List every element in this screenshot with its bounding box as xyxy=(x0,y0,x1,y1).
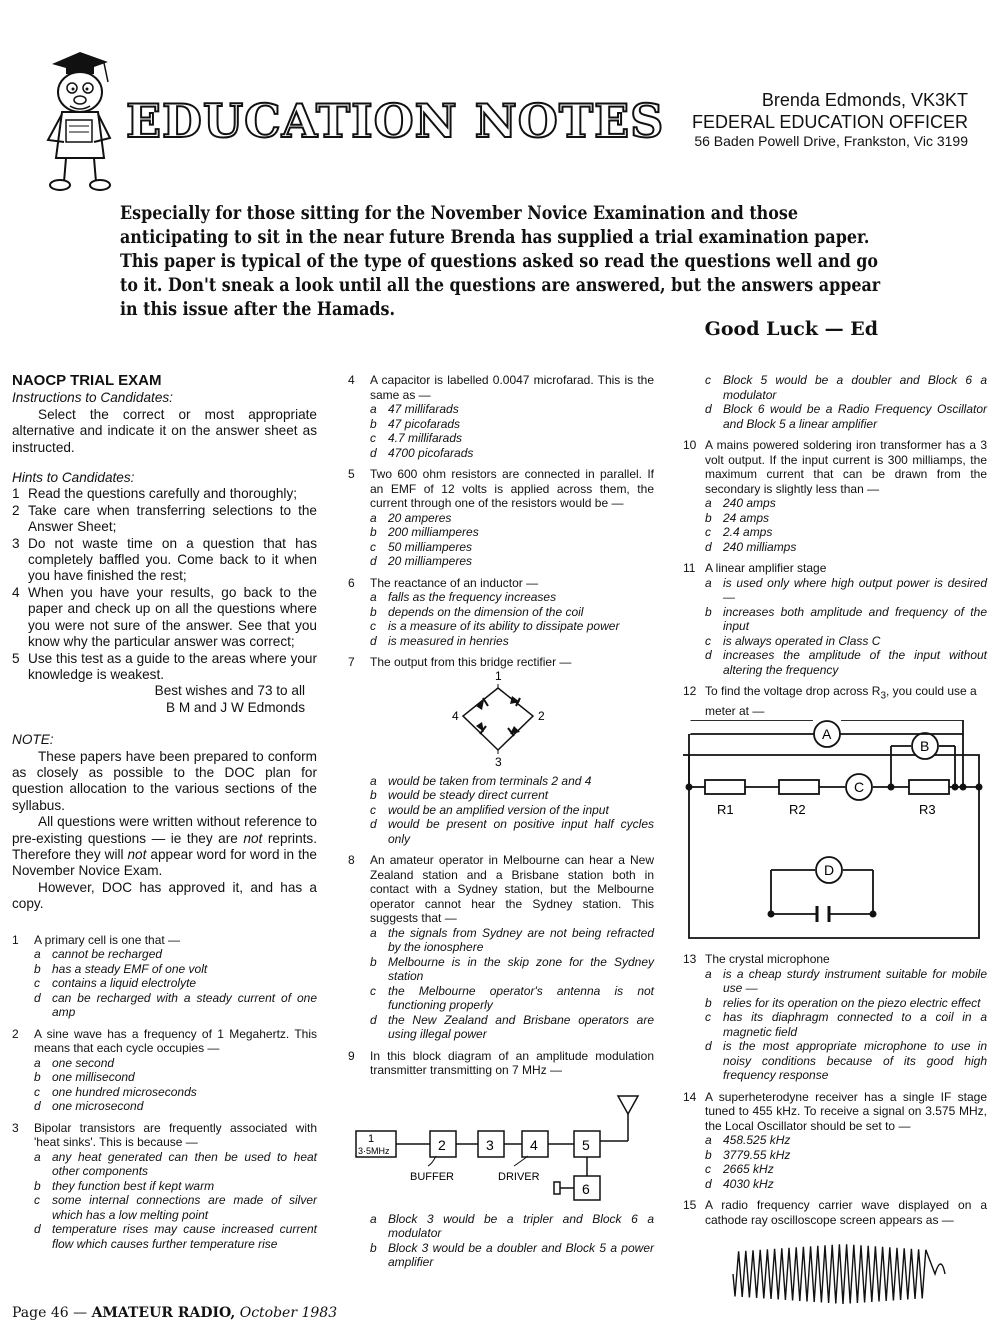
hint-item: 1 Read the questions carefully and thoroughly; xyxy=(12,486,298,502)
answer-options xyxy=(683,373,987,431)
question-text: The crystal microphone xyxy=(705,952,830,967)
answer-option: a is a cheap sturdy instrument suitable for mobile use — xyxy=(705,966,987,996)
answer-option: a is used only where high output power is desired — xyxy=(705,575,987,604)
note-paragraph-1: These papers have been prepared to conform as closely as possible to the DOC plan for question allocation to the various sections of the syllabus. xyxy=(12,748,317,813)
question-text: The reactance of an inductor — xyxy=(370,575,539,590)
wishes-names: B M and J W Edmonds xyxy=(165,699,305,715)
block-label: 4 xyxy=(530,1136,538,1153)
answer-option: a cannot be recharged xyxy=(34,947,163,962)
resistor-label: R3 xyxy=(919,802,936,818)
answer-option: b 47 picofarads xyxy=(370,416,461,431)
answer-option: c would be an amplified version of the input xyxy=(370,802,609,817)
wishes-text: Best wishes and 73 to all xyxy=(154,683,305,699)
bridge-terminal-label: 2 xyxy=(538,708,545,723)
intro-paragraph: Especially for those sitting for the November Novice Examination and those anticipating to sit in the near future Brenda has supplied a trial examination paper. This paper is typical of the type of questions asked so read the questions well and go to it. Don't sneak a look until all the questions are answered, but the answers appear in this issue after the Hamads. xyxy=(120,203,881,320)
question-text: A mains powered soldering iron transformer has a 3 volt output. If the input current is 300 milliamps, the maximum current that can be drawn from the secondary is slightly less than — xyxy=(705,438,987,496)
answer-option: b has a steady EMF of one volt xyxy=(34,961,208,976)
bridge-terminal-label: 1 xyxy=(495,668,502,683)
answer-option: b depends on the dimension of the coil xyxy=(370,604,584,619)
answer-option: d 4030 kHz xyxy=(705,1176,774,1191)
answer-option: b increases both amplitude and frequency of the input xyxy=(705,604,987,633)
note-heading: NOTE: xyxy=(12,732,54,748)
answer-option: c the Melbourne operator's antenna is not functioning properly xyxy=(370,983,654,1012)
answer-option: b one millisecond xyxy=(34,1070,135,1085)
answer-option: c 2.4 amps xyxy=(705,525,773,539)
instructions-text: Select the correct or most appropriate alternative and indicate it on the answer sheet as instructed. xyxy=(12,406,317,455)
block-label: 5 xyxy=(582,1136,590,1153)
answer-option: b 24 amps xyxy=(705,510,770,525)
question-text: In this block diagram of an amplitude modulation transmitter transmitting on 7 MHz — xyxy=(370,1048,654,1077)
answer-option: b would be steady direct current xyxy=(370,788,549,802)
answer-option: b they function best if kept warm xyxy=(34,1178,215,1193)
block-diagram xyxy=(348,1076,654,1206)
block-caption: DRIVER xyxy=(498,1170,540,1183)
question-text: A primary cell is one that — xyxy=(34,932,181,947)
answer-option: c is a measure of its ability to dissipate power xyxy=(370,619,620,633)
question: 2 A sine wave has a frequency of 1 Megahertz. This means that each cycle occupies — a one second b one millisecond c one hundred microseconds d one microsecond xyxy=(12,1026,317,1114)
block-label: 6 xyxy=(582,1180,590,1197)
answer-option: a the signals from Sydney are not being refracted by the ionosphere xyxy=(370,925,654,954)
answer-option: b relies for its operation on the piezo electric effect xyxy=(705,995,981,1010)
answer-option: c one hundred microseconds xyxy=(34,1084,197,1099)
answer-option: b 3779.55 kHz xyxy=(705,1147,791,1162)
question-text: The output from this bridge rectifier — xyxy=(370,655,572,669)
block-label: 1 xyxy=(368,1132,375,1145)
author-address: 56 Baden Powell Drive, Frankston, Vic 3199 xyxy=(694,133,968,150)
meter-label: A xyxy=(822,726,832,743)
answer-option: d Block 6 would be a Radio Frequency Oscillator and Block 5 a linear amplifier xyxy=(705,402,987,431)
author-name: Brenda Edmonds, VK3KT xyxy=(761,90,968,110)
question: 10 A mains powered soldering iron transformer has a 3 volt output. If the input current is 300 milliamps, the maximum current that can be drawn from the secondary is slightly less than — a 240 amps b 24 amps c 2.4 amps d 240 milliamps xyxy=(683,438,987,554)
question: 6 The reactance of an inductor — a falls as the frequency increases b depends on the dimension of the coil c is a measure of its ability to dissipate power d is measured in henries xyxy=(348,576,654,649)
note-paragraph-2: All questions were written without reference to pre-existing questions — ie they are not reprints. Therefore they will not appear word for word in the November Novice Exam. xyxy=(12,814,317,879)
question: 11 A linear amplifier stage a is used only where high output power is desired — b increases both amplitude and frequency of the input c is always operated in Class C d increases the amplitude of the input without altering the frequency xyxy=(683,561,987,677)
question-group xyxy=(683,373,987,677)
hint-item: 3 Do not waste time on a question that has completely baffled you. Come back to it when you have finished the rest; xyxy=(12,535,317,584)
question: 14 A superheterodyne receiver has a single IF stage tuned to 455 kHz. To receive a signal on 3.575 MHz, the Local Oscillator should be set to — a 458.525 kHz b 3779.55 kHz c 2665 kHz d 4030 kHz xyxy=(683,1089,987,1191)
question: 9 In this block diagram of an amplitude modulation transmitter transmitting on 7 MHz — xyxy=(348,1048,654,1077)
answer-option: d the New Zealand and Brisbane operators are using illegal power xyxy=(370,1012,654,1041)
block-label: 3·5MHz xyxy=(358,1145,390,1156)
section-title: EDUCATION NOTES xyxy=(126,94,665,148)
answer-option: d would be present on positive input half cycles only xyxy=(370,817,654,846)
question-group xyxy=(348,1212,654,1270)
answer-option: d temperature rises may cause increased current flow which causes further temperature rise xyxy=(34,1222,317,1251)
question-text: A sine wave has a frequency of 1 Megahertz. This means that each cycle occupies — xyxy=(34,1026,317,1056)
intro-signoff: Good Luck — Ed xyxy=(704,318,878,340)
answer-options xyxy=(348,1212,654,1270)
meter-label: D xyxy=(824,862,835,879)
question: 7 The output from this bridge rectifier — xyxy=(348,655,654,670)
column-1 xyxy=(12,373,317,1258)
answer-option: a 47 millifarads xyxy=(370,402,459,416)
hint-item: 5 Use this test as a guide to the areas where your knowledge is weakest. xyxy=(12,650,317,682)
answer-option: a 20 amperes xyxy=(370,510,452,525)
answer-option: d increases the amplitude of the input without altering the frequency xyxy=(705,648,987,677)
question: 8 An amateur operator in Melbourne can hear a New Zealand station and a Brisbane station both in contact with a Sydney station, but the Melbourne operator cannot hear the Sydney station. This suggests that — a the signals from Sydney are not being refracted by the ionosphere b Melbourne is in the skip zone for the Sydney station c the Melbourne operator's antenna is not functioning properly d the New Zealand and Brisbane operators are using illegal power xyxy=(348,853,654,1041)
answer-option: c contains a liquid electrolyte xyxy=(34,976,197,991)
author-role: FEDERAL EDUCATION OFFICER xyxy=(691,111,968,132)
resistor-label: R1 xyxy=(717,802,734,818)
instructions-heading: Instructions to Candidates: xyxy=(12,390,173,406)
bridge-terminal-label: 4 xyxy=(452,708,459,723)
answer-option: c 4.7 millifarads xyxy=(370,431,463,445)
question: 5 Two 600 ohm resistors are connected in parallel. If an EMF of 12 volts is applied across them, the current through one of the resistors would be — a 20 amperes b 200 milliamperes c 50 milliamperes d 20 milliamperes xyxy=(348,467,654,568)
note-paragraph-3: However, DOC has approved it, and has a copy. xyxy=(12,879,317,912)
question-text: A radio frequency carrier wave displayed on a cathode ray oscilloscope screen appears as — xyxy=(705,1198,987,1227)
professor-cartoon-icon xyxy=(42,48,117,193)
answer-option: b 200 milliamperes xyxy=(370,525,479,539)
question-text: A superheterodyne receiver has a single IF stage tuned to 455 kHz. To receive a signal on 3.575 MHz, the Local Oscillator should be set to — xyxy=(705,1089,987,1133)
bridge-terminal-label: 3 xyxy=(495,754,502,768)
question: 13 The crystal microphone a is a cheap sturdy instrument suitable for mobile use — b relies for its operation on the piezo electric effect c has its diaphragm connected to a coil in a magnetic field d is the most appropriate microphone to use in noisy conditions because of its good high frequency response xyxy=(683,952,987,1083)
question-group xyxy=(683,952,987,1227)
answer-option: d can be recharged with a steady current of one amp xyxy=(34,990,317,1020)
column-3 xyxy=(683,373,987,1316)
question: 15 A radio frequency carrier wave displayed on a cathode ray oscilloscope screen appears as — xyxy=(683,1198,987,1227)
hints-heading: Hints to Candidates: xyxy=(12,470,135,486)
answer-option: c some internal connections are made of silver which has a low melting point xyxy=(34,1193,317,1222)
question-text: A capacitor is labelled 0.0047 microfarad. This is the same as — xyxy=(370,373,654,402)
answer-option: a one second xyxy=(34,1055,115,1070)
block-label: 2 xyxy=(438,1136,446,1153)
bridge-rectifier-diagram xyxy=(348,668,654,768)
answer-option: a falls as the frequency increases xyxy=(370,590,557,604)
question-text: Two 600 ohm resistors are connected in parallel. If an EMF of 12 volts is applied across them, the current through one of the resistors would be — xyxy=(370,467,654,510)
block-label: 3 xyxy=(486,1136,494,1153)
question: 3 Bipolar transistors are frequently associated with 'heat sinks'. This is because — a any heat generated can then be used to heat other components b they function best if kept warm c some internal connections are made of silver which has a low melting point d temperature rises may cause increased current flow which causes further temperature rise xyxy=(12,1120,317,1251)
question: 4 A capacitor is labelled 0.0047 microfarad. This is the same as — a 47 millifarads b 47 picofarads c 4.7 millifarads d 4700 picofarads xyxy=(348,373,654,460)
meter-circuit-diagram xyxy=(683,720,987,946)
question-group xyxy=(12,933,317,1252)
meter-label: C xyxy=(854,779,865,796)
answer-option: c has its diaphragm connected to a coil in a magnetic field xyxy=(705,1010,987,1039)
carrier-wave-diagram xyxy=(683,1234,987,1316)
resistor-label: R2 xyxy=(789,802,806,818)
microphone-icon xyxy=(554,1182,560,1194)
hint-item: 4 When you have your results, go back to the paper and check up on all the questions where you were not sure of the answer. See that you know why the particular answer was correct; xyxy=(12,584,317,650)
hint-item: 2 Take care when transferring selections to the Answer Sheet; xyxy=(12,502,317,535)
answer-option: a would be taken from terminals 2 and 4 xyxy=(370,773,592,788)
question-text: Bipolar transistors are frequently associated with 'heat sinks'. This is because — xyxy=(34,1120,317,1150)
answer-option: d 20 milliamperes xyxy=(370,554,473,568)
answer-option: d 4700 picofarads xyxy=(370,445,474,460)
answer-options xyxy=(348,774,654,847)
answer-option: c 50 milliamperes xyxy=(370,539,473,554)
question: 1 A primary cell is one that — a cannot be recharged b has a steady EMF of one volt c contains a liquid electrolyte d can be recharged with a steady current of one amp xyxy=(12,932,317,1020)
answer-option: c is always operated in Class C xyxy=(705,633,881,648)
answer-option: d is measured in henries xyxy=(370,633,509,648)
answer-option: a 240 amps xyxy=(705,496,776,510)
answer-option: d one microsecond xyxy=(34,1099,144,1114)
answer-option: c Block 5 would be a doubler and Block 6 a modulator xyxy=(705,373,987,402)
question-group xyxy=(348,373,654,670)
question-text: An amateur operator in Melbourne can hear a New Zealand station and a Brisbane station both in contact with a Sydney station, but the Melbourne operator cannot hear the Sydney station. This suggests that — xyxy=(370,853,654,925)
answer-option: b Melbourne is in the skip zone for the Sydney station xyxy=(370,954,654,983)
meter-label: B xyxy=(920,738,930,755)
answer-option: a Block 3 would be a tripler and Block 6 a modulator xyxy=(370,1211,654,1240)
question-group xyxy=(348,774,654,1078)
answer-option: d 240 milliamps xyxy=(705,539,797,554)
question-text: A linear amplifier stage xyxy=(705,561,827,575)
exam-title: NAOCP TRIAL EXAM xyxy=(12,372,162,389)
answer-option: b Block 3 would be a doubler and Block 5 a power amplifier xyxy=(370,1240,654,1269)
question: 12 To find the voltage drop across $R_3$, you could use a meter at — xyxy=(683,684,977,718)
column-2 xyxy=(348,373,654,1270)
page-footer: Page 46 — AMATEUR RADIO, October 1983 xyxy=(12,1305,338,1321)
author-block xyxy=(692,90,968,150)
answer-option: c 2665 kHz xyxy=(705,1162,774,1177)
answer-option: a 458.525 kHz xyxy=(705,1133,791,1148)
answer-option: d is the most appropriate microphone to use in noisy conditions because of its good high frequency response xyxy=(705,1039,987,1083)
block-caption: BUFFER xyxy=(410,1170,454,1183)
answer-option: a any heat generated can then be used to heat other components xyxy=(34,1149,317,1179)
